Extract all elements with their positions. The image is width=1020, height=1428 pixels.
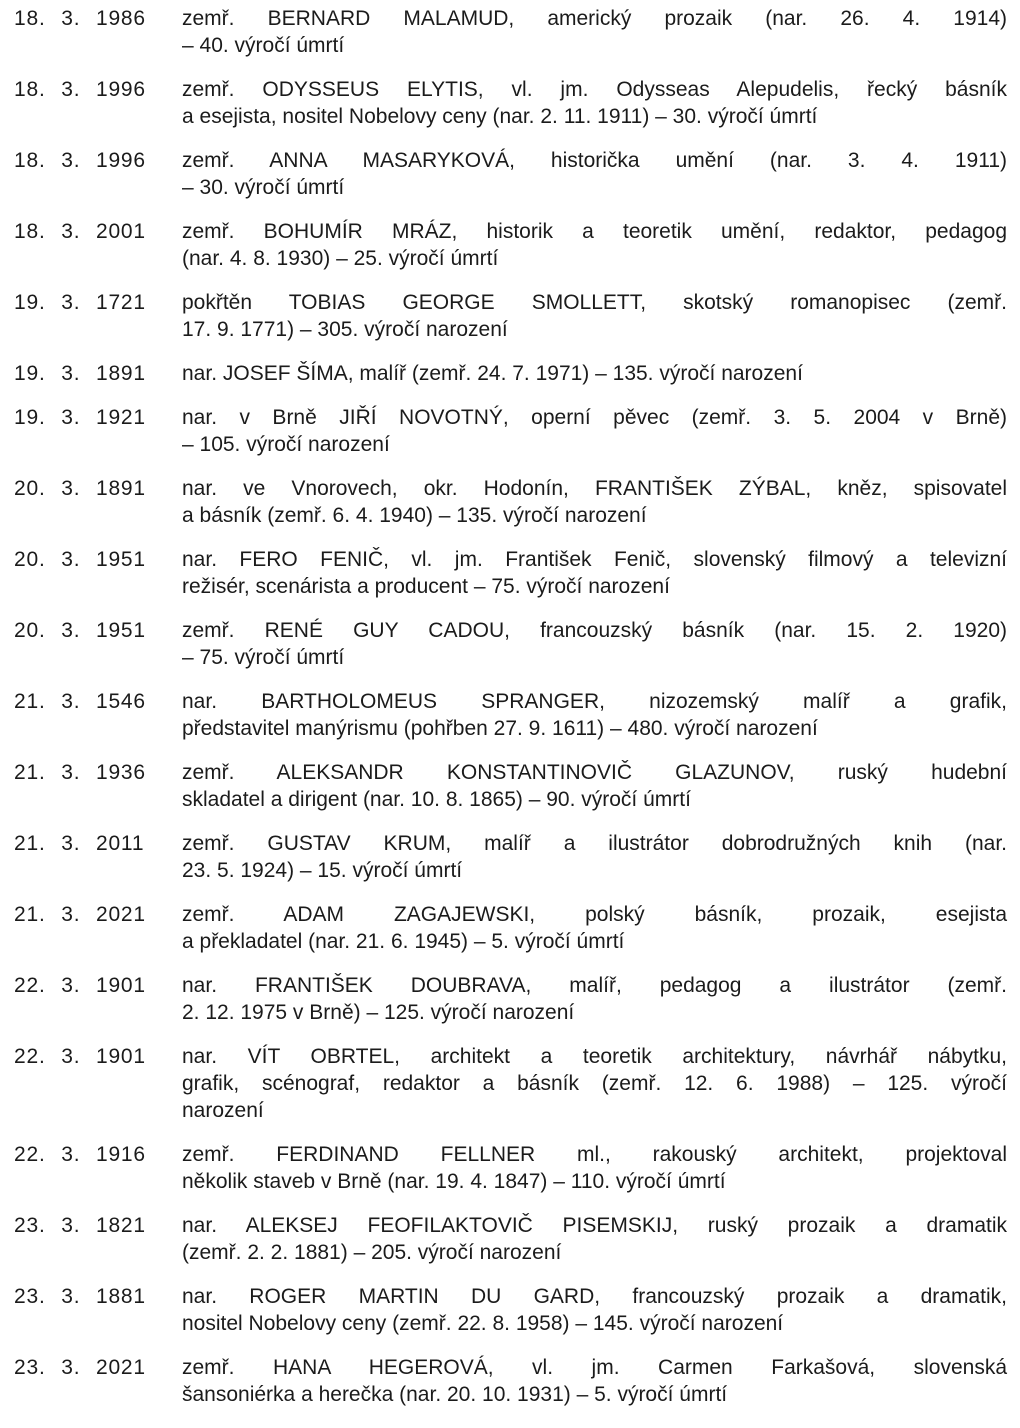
- entry-line: nar. FRANTIŠEK DOUBRAVA, malíř, pedagog a ilustrátor (zemř.: [182, 974, 1007, 997]
- entry-line: zemř. ODYSSEUS ELYTIS, vl. jm. Odysseas Alepudelis, řecký básník: [182, 78, 1007, 101]
- entry-line: zemř. HANA HEGEROVÁ, vl. jm. Carmen Farkašová, slovenská: [182, 1356, 1007, 1379]
- entry-line: nar. ROGER MARTIN DU GARD, francouzský prozaik a dramatik,: [182, 1285, 1007, 1308]
- entry-date: 19. 3. 1721: [14, 291, 146, 314]
- entry-line: nar. v Brně JIŘÍ NOVOTNÝ, operní pěvec (zemř. 3. 5. 2004 v Brně): [182, 406, 1007, 429]
- entry-date: 18. 3. 1986: [14, 7, 146, 30]
- entry-text: [182, 972, 1007, 1026]
- entry-date: 21. 3. 1936: [14, 761, 146, 784]
- entry-line: nar. BARTHOLOMEUS SPRANGER, nizozemský malíř a grafik,: [182, 690, 1007, 713]
- calendar-entry: [14, 1043, 1007, 1124]
- calendar-entry: [14, 688, 1007, 742]
- entry-date: 23. 3. 1881: [14, 1285, 146, 1308]
- calendar-entry: [14, 218, 1007, 272]
- entry-text: [182, 688, 1007, 742]
- entry-line: – 75. výročí úmrtí: [182, 646, 345, 669]
- entry-date: 22. 3. 1916: [14, 1143, 146, 1166]
- entry-line: a esejista, nositel Nobelovy ceny (nar. 2. 11. 1911) – 30. výročí úmrtí: [182, 105, 818, 128]
- entry-line: 2. 12. 1975 v Brně) – 125. výročí narození: [182, 1001, 575, 1024]
- entry-date: 19. 3. 1921: [14, 406, 146, 429]
- entry-line: nar. FERO FENIČ, vl. jm. František Fenič, slovenský filmový a televizní: [182, 548, 1007, 571]
- entry-line: zemř. FERDINAND FELLNER ml., rakouský architekt, projektoval: [182, 1143, 1007, 1166]
- entry-text: [182, 147, 1007, 201]
- entry-line: – 30. výročí úmrtí: [182, 176, 345, 199]
- entry-line: nar. JOSEF ŠÍMA, malíř (zemř. 24. 7. 1971) – 135. výročí narození: [182, 362, 803, 385]
- calendar-entry: [14, 475, 1007, 529]
- entry-text: [182, 404, 1007, 458]
- calendar-entry: [14, 360, 1007, 387]
- entry-line: zemř. ADAM ZAGAJEWSKI, polský básník, prozaik, esejista: [182, 903, 1007, 926]
- entry-line: pokřtěn TOBIAS GEORGE SMOLLETT, skotský romanopisec (zemř.: [182, 291, 1007, 314]
- calendar-entry: [14, 1354, 1007, 1408]
- entry-text: [182, 475, 1007, 529]
- entry-line: zemř. BERNARD MALAMUD, americký prozaik (nar. 26. 4. 1914): [182, 7, 1007, 30]
- calendar-entry: [14, 546, 1007, 600]
- entry-line: představitel manýrismu (pohřben 27. 9. 1611) – 480. výročí narození: [182, 717, 818, 740]
- entry-date: 18. 3. 2001: [14, 220, 146, 243]
- entry-date: 21. 3. 1546: [14, 690, 146, 713]
- entry-line: šansoniérka a herečka (nar. 20. 10. 1931) – 5. výročí úmrtí: [182, 1383, 728, 1406]
- calendar-entry: [14, 5, 1007, 59]
- calendar-entry: [14, 901, 1007, 955]
- entry-text: [182, 1141, 1007, 1195]
- entry-line: režisér, scenárista a producent – 75. výročí narození: [182, 575, 670, 598]
- entry-date: 20. 3. 1891: [14, 477, 146, 500]
- entry-date: 19. 3. 1891: [14, 362, 146, 385]
- entry-line: narození: [182, 1099, 264, 1122]
- entry-text: [182, 5, 1007, 59]
- entry-date: 20. 3. 1951: [14, 548, 146, 571]
- entry-line: nositel Nobelovy ceny (zemř. 22. 8. 1958) – 145. výročí narození: [182, 1312, 784, 1335]
- entry-text: [182, 1043, 1007, 1124]
- entry-line: zemř. ALEKSANDR KONSTANTINOVIČ GLAZUNOV, ruský hudební: [182, 761, 1007, 784]
- entry-line: zemř. ANNA MASARYKOVÁ, historička umění (nar. 3. 4. 1911): [182, 149, 1007, 172]
- entry-date: 18. 3. 1996: [14, 149, 146, 172]
- entry-date: 23. 3. 2021: [14, 1356, 146, 1379]
- entry-line: 17. 9. 1771) – 305. výročí narození: [182, 318, 508, 341]
- entry-date: 21. 3. 2021: [14, 903, 146, 926]
- calendar-entry: [14, 289, 1007, 343]
- entry-line: – 105. výročí narození: [182, 433, 390, 456]
- entry-line: nar. ve Vnorovech, okr. Hodonín, FRANTIŠEK ZÝBAL, kněz, spisovatel: [182, 477, 1007, 500]
- entry-text: [182, 901, 1007, 955]
- entry-line: nar. VÍT OBRTEL, architekt a teoretik architektury, návrhář nábytku,: [182, 1045, 1007, 1068]
- entry-line: několik staveb v Brně (nar. 19. 4. 1847) – 110. výročí úmrtí: [182, 1170, 726, 1193]
- entry-date: 22. 3. 1901: [14, 974, 146, 997]
- entry-line: skladatel a dirigent (nar. 10. 8. 1865) – 90. výročí úmrtí: [182, 788, 691, 811]
- calendar-entry: [14, 76, 1007, 130]
- entry-date: 23. 3. 1821: [14, 1214, 146, 1237]
- entry-text: [182, 289, 1007, 343]
- entry-text: [182, 1212, 1007, 1266]
- calendar-entry: [14, 1283, 1007, 1337]
- entry-line: a básník (zemř. 6. 4. 1940) – 135. výročí narození: [182, 504, 647, 527]
- entry-line: zemř. RENÉ GUY CADOU, francouzský básník (nar. 15. 2. 1920): [182, 619, 1007, 642]
- calendar-entry: [14, 147, 1007, 201]
- calendar-entry: [14, 972, 1007, 1026]
- entry-text: [182, 360, 1007, 387]
- entry-line: grafik, scénograf, redaktor a básník (zemř. 12. 6. 1988) – 125. výročí: [182, 1072, 1007, 1095]
- entry-text: [182, 830, 1007, 884]
- entry-line: 23. 5. 1924) – 15. výročí úmrtí: [182, 859, 463, 882]
- entry-date: 20. 3. 1951: [14, 619, 146, 642]
- entry-line: zemř. BOHUMÍR MRÁZ, historik a teoretik umění, redaktor, pedagog: [182, 220, 1007, 243]
- entry-text: [182, 617, 1007, 671]
- entry-date: 22. 3. 1901: [14, 1045, 146, 1068]
- entry-date: 18. 3. 1996: [14, 78, 146, 101]
- entry-text: [182, 1283, 1007, 1337]
- entry-line: – 40. výročí úmrtí: [182, 34, 345, 57]
- calendar-entry: [14, 759, 1007, 813]
- calendar-entry: [14, 830, 1007, 884]
- calendar-entry: [14, 617, 1007, 671]
- entry-line: a překladatel (nar. 21. 6. 1945) – 5. výročí úmrtí: [182, 930, 625, 953]
- calendar-entry: [14, 404, 1007, 458]
- entry-line: nar. ALEKSEJ FEOFILAKTOVIČ PISEMSKIJ, ruský prozaik a dramatik: [182, 1214, 1007, 1237]
- entry-text: [182, 759, 1007, 813]
- calendar-entry: [14, 1141, 1007, 1195]
- calendar-entry: [14, 1212, 1007, 1266]
- entry-text: [182, 546, 1007, 600]
- entry-text: [182, 76, 1007, 130]
- entry-line: (zemř. 2. 2. 1881) – 205. výročí narození: [182, 1241, 562, 1264]
- entry-line: zemř. GUSTAV KRUM, malíř a ilustrátor dobrodružných knih (nar.: [182, 832, 1007, 855]
- entry-line: (nar. 4. 8. 1930) – 25. výročí úmrtí: [182, 247, 499, 270]
- entry-date: 21. 3. 2011: [14, 832, 145, 855]
- entry-text: [182, 218, 1007, 272]
- entry-text: [182, 1354, 1007, 1408]
